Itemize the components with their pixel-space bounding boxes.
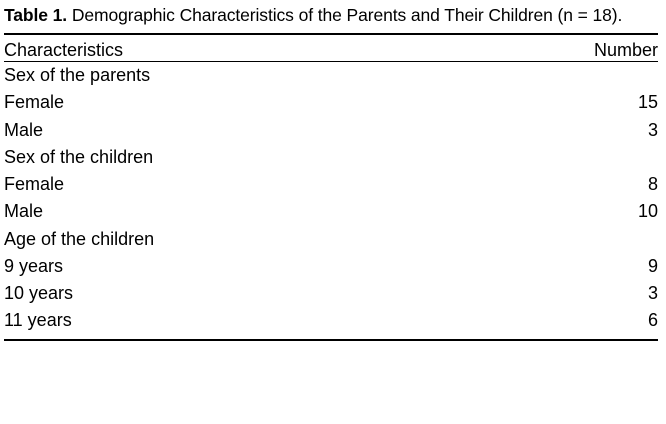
demographics-table bbox=[4, 33, 658, 341]
rule-cell-right bbox=[462, 334, 658, 340]
table-bottom-rule bbox=[4, 334, 658, 340]
table-header-row bbox=[4, 40, 658, 62]
table-caption-text: Demographic Characteristics of the Parents and Their Children (n = 18). bbox=[67, 5, 623, 25]
row-label: Sex of the parents bbox=[4, 65, 151, 86]
row-value: 8 bbox=[647, 174, 658, 195]
row-label: Male bbox=[4, 201, 44, 222]
column-header-characteristics: Characteristics bbox=[4, 40, 462, 62]
row-label: 11 years bbox=[4, 310, 72, 331]
table-row bbox=[4, 198, 658, 225]
row-value: 15 bbox=[637, 92, 658, 113]
table-row bbox=[4, 226, 658, 253]
table-row bbox=[4, 280, 658, 307]
row-label: Female bbox=[4, 92, 65, 113]
table-body bbox=[4, 34, 658, 340]
rule-cell-left bbox=[4, 334, 462, 340]
table-row bbox=[4, 89, 658, 116]
row-value: 9 bbox=[647, 255, 658, 276]
row-value: 3 bbox=[647, 119, 658, 140]
row-label: 10 years bbox=[4, 282, 74, 303]
row-value: 6 bbox=[647, 310, 658, 331]
row-label: Sex of the children bbox=[4, 146, 154, 167]
row-value: 3 bbox=[647, 282, 658, 303]
row-label: Female bbox=[4, 174, 65, 195]
table-row bbox=[4, 62, 658, 90]
row-label: Male bbox=[4, 119, 44, 140]
row-value bbox=[462, 62, 658, 90]
row-label: 9 years bbox=[4, 255, 64, 276]
row-value bbox=[462, 144, 658, 171]
table-row bbox=[4, 117, 658, 144]
table-caption-label: Table 1. bbox=[4, 5, 68, 25]
row-value: 10 bbox=[637, 201, 658, 222]
row-value bbox=[462, 226, 658, 253]
table-row bbox=[4, 171, 658, 198]
column-header-number: Number bbox=[462, 40, 658, 62]
table-row bbox=[4, 144, 658, 171]
table-row bbox=[4, 253, 658, 280]
table-row bbox=[4, 307, 658, 334]
table-caption bbox=[4, 4, 658, 27]
row-label: Age of the children bbox=[4, 228, 155, 249]
